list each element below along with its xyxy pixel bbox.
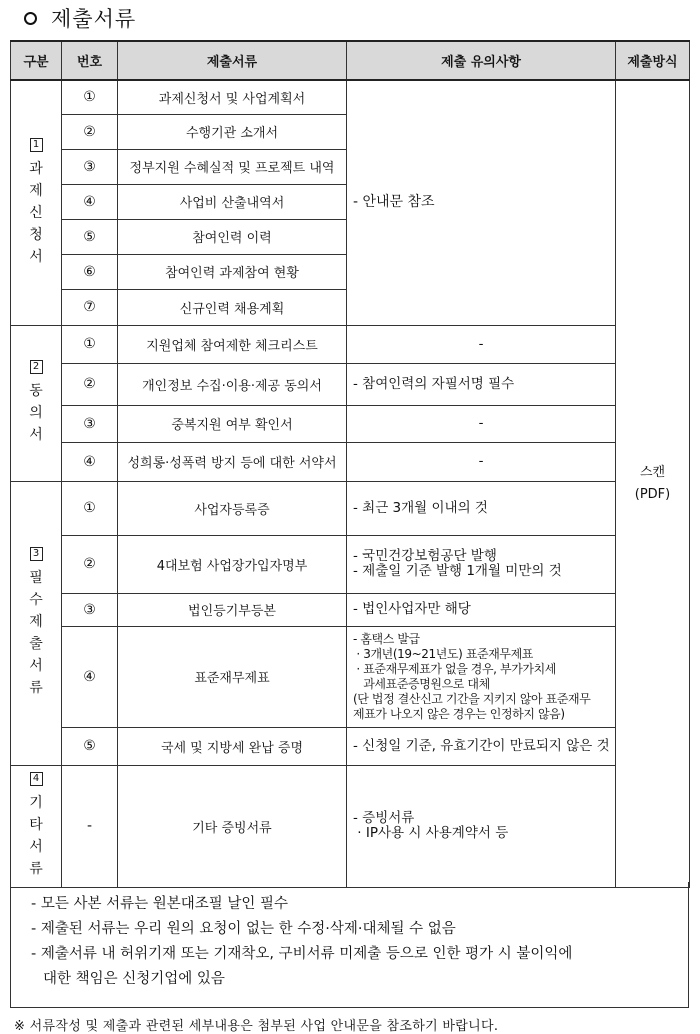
row-number: ② (62, 114, 118, 149)
note-line: (단 법정 결산신고 기간을 지키지 않아 표준재무 (353, 691, 591, 706)
note-line: - 증빙서류 (353, 810, 415, 826)
row-number: ③ (62, 149, 118, 184)
category-char: 서 (29, 839, 43, 855)
row-number: ⑤ (62, 219, 118, 254)
row-number: - (62, 765, 118, 887)
note-line: - 신청일 기준, 유효기간이 만료되지 않은 것 (353, 737, 610, 754)
general-note: - 제출된 서류는 우리 원의 요청이 없는 한 수정·삭제·대체될 수 없음 (31, 921, 456, 937)
category-char: 청 (29, 226, 43, 243)
table-row (11, 442, 690, 481)
category-cell (11, 325, 62, 481)
circle-bullet-icon (24, 12, 37, 25)
note-line: · 3개년(19~21년도) 표준재무제표 (353, 646, 533, 661)
category-char: 류 (29, 861, 43, 877)
category-char: 타 (29, 817, 43, 833)
note-cell (347, 535, 616, 593)
note-line: - (478, 335, 484, 352)
header-method: 제출방식 (616, 41, 690, 80)
note-cell (347, 481, 616, 535)
table-row (11, 325, 690, 363)
note-cell (347, 80, 616, 325)
documents-table (10, 40, 690, 888)
note-cell (347, 593, 616, 626)
note-line: - 국민건강보험공단 발행 (353, 548, 497, 564)
note-cell (347, 626, 616, 727)
table-header-row (11, 41, 690, 80)
section-title-text: 제출서류 (51, 7, 137, 31)
general-note: 대한 책임은 신청기업에 있음 (43, 971, 225, 987)
row-number: ⑤ (62, 727, 118, 765)
document-name: 수행기관 소개서 (118, 114, 347, 149)
header-document: 제출서류 (118, 41, 347, 80)
category-char: 출 (29, 636, 43, 652)
row-number: ① (62, 325, 118, 363)
row-number: ① (62, 80, 118, 114)
category-char: 기 (29, 795, 43, 811)
category-number-box: 2 (30, 360, 43, 374)
category-cell (11, 765, 62, 887)
method-line: 스캔 (639, 464, 666, 480)
category-char: 제 (29, 614, 43, 630)
row-number: ③ (62, 405, 118, 442)
category-char: 서 (29, 427, 43, 443)
header-category: 구분 (11, 41, 62, 80)
row-number: ② (62, 535, 118, 593)
note-line: - 홈택스 발급 (353, 631, 420, 646)
row-number: ④ (62, 626, 118, 727)
table-row (11, 727, 690, 765)
category-char: 제 (29, 182, 43, 199)
table-row (11, 80, 690, 114)
document-name: 지원업체 참여제한 체크리스트 (118, 325, 347, 363)
document-name: 국세 및 지방세 완납 증명 (118, 727, 347, 765)
document-name: 정부지원 수혜실적 및 프로젝트 내역 (118, 149, 347, 184)
category-char: 서 (29, 248, 43, 265)
document-name: 사업자등록증 (118, 481, 347, 535)
note-line: - 제출일 기준 발행 1개월 미만의 것 (353, 563, 562, 579)
note-cell (347, 405, 616, 442)
document-name: 법인등기부등본 (118, 593, 347, 626)
document-name: 참여인력 과제참여 현황 (118, 254, 347, 289)
note-line: 제표가 나오지 않은 경우는 인정하지 않음) (353, 706, 565, 721)
note-line: · IP사용 시 사용계약서 등 (353, 825, 509, 841)
table-row (11, 626, 690, 727)
submission-method-cell (616, 80, 690, 887)
note-line: - 법인사업자만 해당 (353, 601, 471, 617)
table-row (11, 481, 690, 535)
note-line: · 표준재무제표가 없을 경우, 부가가치세 (353, 661, 556, 676)
method-line: (PDF) (634, 486, 671, 502)
row-number: ⑥ (62, 254, 118, 289)
table-row (11, 593, 690, 626)
note-line: - (478, 415, 484, 431)
category-char: 서 (29, 658, 43, 674)
header-notes: 제출 유의사항 (347, 41, 616, 80)
header-number: 번호 (62, 41, 118, 80)
row-number: ④ (62, 442, 118, 481)
general-notes-box (10, 882, 689, 1008)
category-char: 류 (29, 680, 43, 696)
category-char: 의 (29, 405, 43, 421)
document-name: 참여인력 이력 (118, 219, 347, 254)
category-number-box: 1 (30, 138, 43, 152)
note-cell (347, 325, 616, 363)
category-cell (11, 80, 62, 325)
row-number: ① (62, 481, 118, 535)
category-char: 필 (29, 570, 43, 586)
table-row (11, 363, 690, 405)
document-name: 4대보험 사업장가입자명부 (118, 535, 347, 593)
note-line: - 최근 3개월 이내의 것 (353, 499, 488, 516)
document-name: 표준재무제표 (118, 626, 347, 727)
note-cell (347, 363, 616, 405)
document-name: 중복지원 여부 확인서 (118, 405, 347, 442)
document-name: 신규인력 채용계획 (118, 289, 347, 325)
note-cell (347, 727, 616, 765)
general-note: - 모든 사본 서류는 원본대조필 날인 필수 (31, 896, 288, 912)
document-name: 과제신청서 및 사업계획서 (118, 80, 347, 114)
note-line: - (478, 453, 484, 469)
general-note: - 제출서류 내 허위기재 또는 기재착오, 구비서류 미제출 등으로 인한 평가 시 불이익에 (31, 946, 573, 962)
note-cell (347, 765, 616, 887)
section-title (24, 2, 136, 34)
footnote: ※ 서류작성 및 제출과 관련된 세부내용은 첨부된 사업 안내문을 참조하기 바랍니다. (14, 1019, 499, 1034)
table-row (11, 765, 690, 887)
row-number: ② (62, 363, 118, 405)
category-number-box: 4 (30, 772, 43, 786)
note-line: - 안내문 참조 (353, 194, 435, 211)
document-name: 성희롱·성폭력 방지 등에 대한 서약서 (118, 442, 347, 481)
document-name: 사업비 산출내역서 (118, 184, 347, 219)
row-number: ⑦ (62, 289, 118, 325)
category-char: 수 (29, 592, 43, 608)
note-line: - 참여인력의 자필서명 필수 (353, 375, 515, 392)
document-name: 기타 증빙서류 (118, 765, 347, 887)
row-number: ④ (62, 184, 118, 219)
table-row (11, 535, 690, 593)
table-row (11, 405, 690, 442)
category-number-box: 3 (30, 547, 43, 561)
category-char: 신 (29, 204, 43, 221)
category-char: 동 (29, 383, 43, 399)
note-line: 과세표준증명원으로 대체 (353, 676, 490, 691)
category-char: 과 (29, 160, 43, 177)
category-cell (11, 481, 62, 765)
note-cell (347, 442, 616, 481)
row-number: ③ (62, 593, 118, 626)
document-name: 개인정보 수집·이용·제공 동의서 (118, 363, 347, 405)
